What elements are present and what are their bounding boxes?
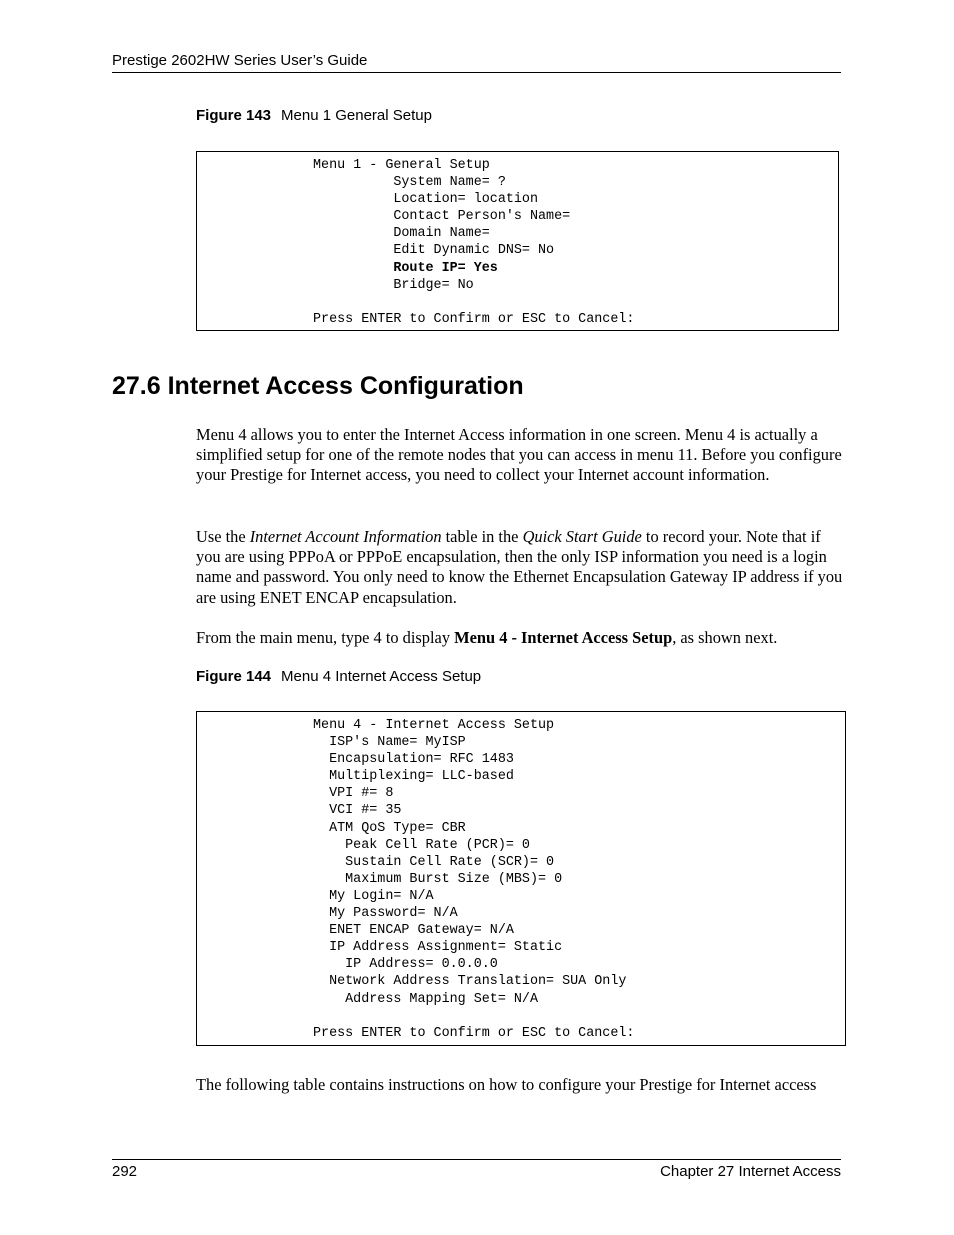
menu-4-fields: ISP's Name= MyISP Encapsulation= RFC 1483 Multiplexing= LLC-based VPI #= 8 VCI #= 35 ATM QoS Type= CBR Peak Cell Rate (PCR)= 0 Sustain Cell Rate (SCR)= 0 Maximum Burst Size (MBS)= 0 My Login= N/A My Password= N/A ENET ENCAP Gateway= N/A IP Address Assignment= Static IP Address= 0.0.0.0 Network Address Translation= SUA Only Address Mapping Set= N/A [329,735,627,1007]
menu-4-title: Menu 4 - Internet Access Setup [313,718,555,733]
menu-4-prompt: Press ENTER to Confirm or ESC to Cancel: [313,1025,635,1041]
section-heading: 27.6 Internet Access Configuration [112,372,524,400]
guide-title: Prestige 2602HW Series User’s Guide [112,52,368,69]
quick-start-guide-ref: Quick Start Guide [522,527,642,546]
figure-144-caption [196,668,481,685]
figure-144-label: Figure 144 [196,668,272,685]
page-footer [112,1159,841,1184]
paragraph-account-info: Use the Internet Account Information table in the Quick Start Guide to record your. Note that if you are using PPPoA or PPPoE encapsulation, then the only ISP information you need is a login name and password. You only need to know the Ethernet Encapsulation Gateway IP address if you are using ENET ENCAP encapsulation. [196,527,843,607]
menu-1-title: Menu 1 - General Setup [313,158,490,173]
chapter-title: Chapter 27 Internet Access [660,1163,841,1180]
menu-4-ref: Menu 4 - Internet Access Setup [454,628,673,647]
menu-1-screen [196,151,839,331]
page-header [112,50,841,73]
menu-4-screen [196,711,846,1046]
menu-1-text [313,157,634,328]
menu-1-fields: System Name= ? Location= location Contact Person's Name= Domain Name= Edit Dynamic DNS= No [393,175,571,259]
figure-143-title: Menu 1 General Setup [281,107,432,124]
page-number: 292 [112,1163,138,1180]
internet-account-information-ref: Internet Account Information [249,527,442,546]
menu-1-bridge: Bridge= No [313,277,474,293]
figure-143-label: Figure 143 [196,107,272,124]
paragraph-table-intro: The following table contains instructions on how to configure your Prestige for Internet access [196,1075,817,1094]
figure-143-caption [196,107,432,124]
menu-1-prompt: Press ENTER to Confirm or ESC to Cancel: [313,311,635,327]
paragraph-menu-4-intro: Menu 4 allows you to enter the Internet Access information in one screen. Menu 4 is actually a simplified setup for one of the remote nodes that you can access in menu 11. Before you configure your Prestige for Internet access, you need to collect your Internet account information. [196,425,842,485]
paragraph-main-menu: From the main menu, type 4 to display Menu 4 - Internet Access Setup, as shown next. [196,628,778,647]
menu-1-route-ip: Route IP= Yes [313,260,498,276]
figure-144-title: Menu 4 Internet Access Setup [281,668,482,685]
menu-4-text [313,717,634,1042]
